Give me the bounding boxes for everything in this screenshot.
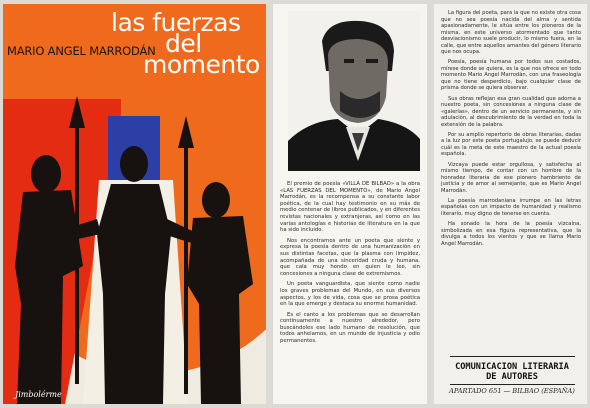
back-paragraph: Poesía, poesía humana por todos sus costados, mírese donde se quiera, es la que nos ofrece en todo momento Mario Angel Marrodán, con una fraseología que no tiene desperdicio, bajo cualquier clase de prisma donde se quiera observar. [441,59,581,92]
illustrator-signature: Jimbolérme [15,390,62,399]
flap-paragraph: Un poeta vanguardista, que siente como nadie los graves problemas del Mundo, en sus diversos aspectos, y los de vida, cosa que se prosa poética en la que emerge y destaca su enorme humanidad. [280,281,420,308]
back-paragraph: La poesía marrodaniana irrumpe en las letras españolas con un impacto de humanidad y realismo literario, muy digno de tenerse en cuenta. [441,197,581,217]
publisher-rule-bottom [450,384,575,385]
cover-title [111,8,266,79]
front-cover [3,4,266,404]
back-body-text [441,10,581,251]
inner-flap [273,4,427,404]
back-paragraph: Ha sonado la hora de la poesía vizcaína, simbolizada en esa figura representativa, que la divulga a todos los vientos y que se llama Mario Angel Marrodán. [441,221,581,247]
cover-title-line3: momento [143,50,260,79]
flap-paragraph: El premio de poesía «VILLA DE BILBAO» a la obra «LAS FUERZAS DEL MOMENTO», de Mario Angel Marrodán, es la recompensa a su constante labor poética, de la cual hay testimonio en su más de medio centenar de libros publicados, y en diferentes revistas nacionales y extranjeras, así como en las varias antologías e historias de literatura en la que ha sido incluido. [280,181,420,234]
back-cover [434,4,587,404]
cover-title-line2: del [165,29,202,58]
back-paragraph: Vizcaya puede estar orgullosa, y satisfecha al mismo tiempo, de contar con un hombre de la honradez literaria de ese pionero hambriento de justicia y de amor al semejante, que es Mario Angel Marrodán. [441,161,581,194]
cover-title-line1: las fuerzas [111,8,241,37]
publisher-line2: DE AUTORES [486,372,538,382]
flap-body-text [280,181,420,349]
publisher-name [444,362,580,382]
publisher-rule-top [450,356,575,357]
cover-author-name: MARIO ANGEL MARRODÁN [7,44,156,58]
back-paragraph: Sus obras reflejan esa gran cualidad que adorna a nuestro poeta, sin concesiones a ninguna clase de «galerías», dentro de un servicio permanente, y sin adulación, al descubrimiento de la verdad en toda la extensión de la palabra. [441,95,581,128]
back-paragraph: La figura del poeta, para la que no existe otra cosa que no sea poesía nacida del alma y sentida apasionadamente, le sitúa entre los pioneros de la misma, en este universo atormentado que tanto desviacionismo suele producir, lo mismo fuera, en la calle, que entre aquellos amantes del género literario que nos ocupa. [441,10,581,55]
back-paragraph: Por su amplio repertorio de obras literarias, dadas a la luz por este poeta portugalujo, se puede deducir cuál es la meta de este maestro de la actual poesía española. [441,131,581,158]
flap-paragraph: Es el canto a los problemas que se desarrollan continuamente a nuestro alrededor, pero buscándoles ese lado humano de resolución, que todos anhelamos, en un mundo de injusticia y odio permanentes. [280,311,420,345]
author-photo [288,11,420,171]
publisher-line1: COMUNICACION LITERARIA [455,362,569,372]
flap-paragraph: Nos encontramos ante un poeta que siente y expresa la poesía dentro de una humanización en sus distintas facetas, que la plasma con limpidez, acompañada de una sinceridad cruda y humana, que cala muy hondo en quien le lee, sin concesiones a ninguna clase de extremismos. [280,237,420,277]
author-portrait [288,11,420,171]
publisher-address: APARTADO 651 — BILBAO (ESPAÑA) [449,387,575,395]
